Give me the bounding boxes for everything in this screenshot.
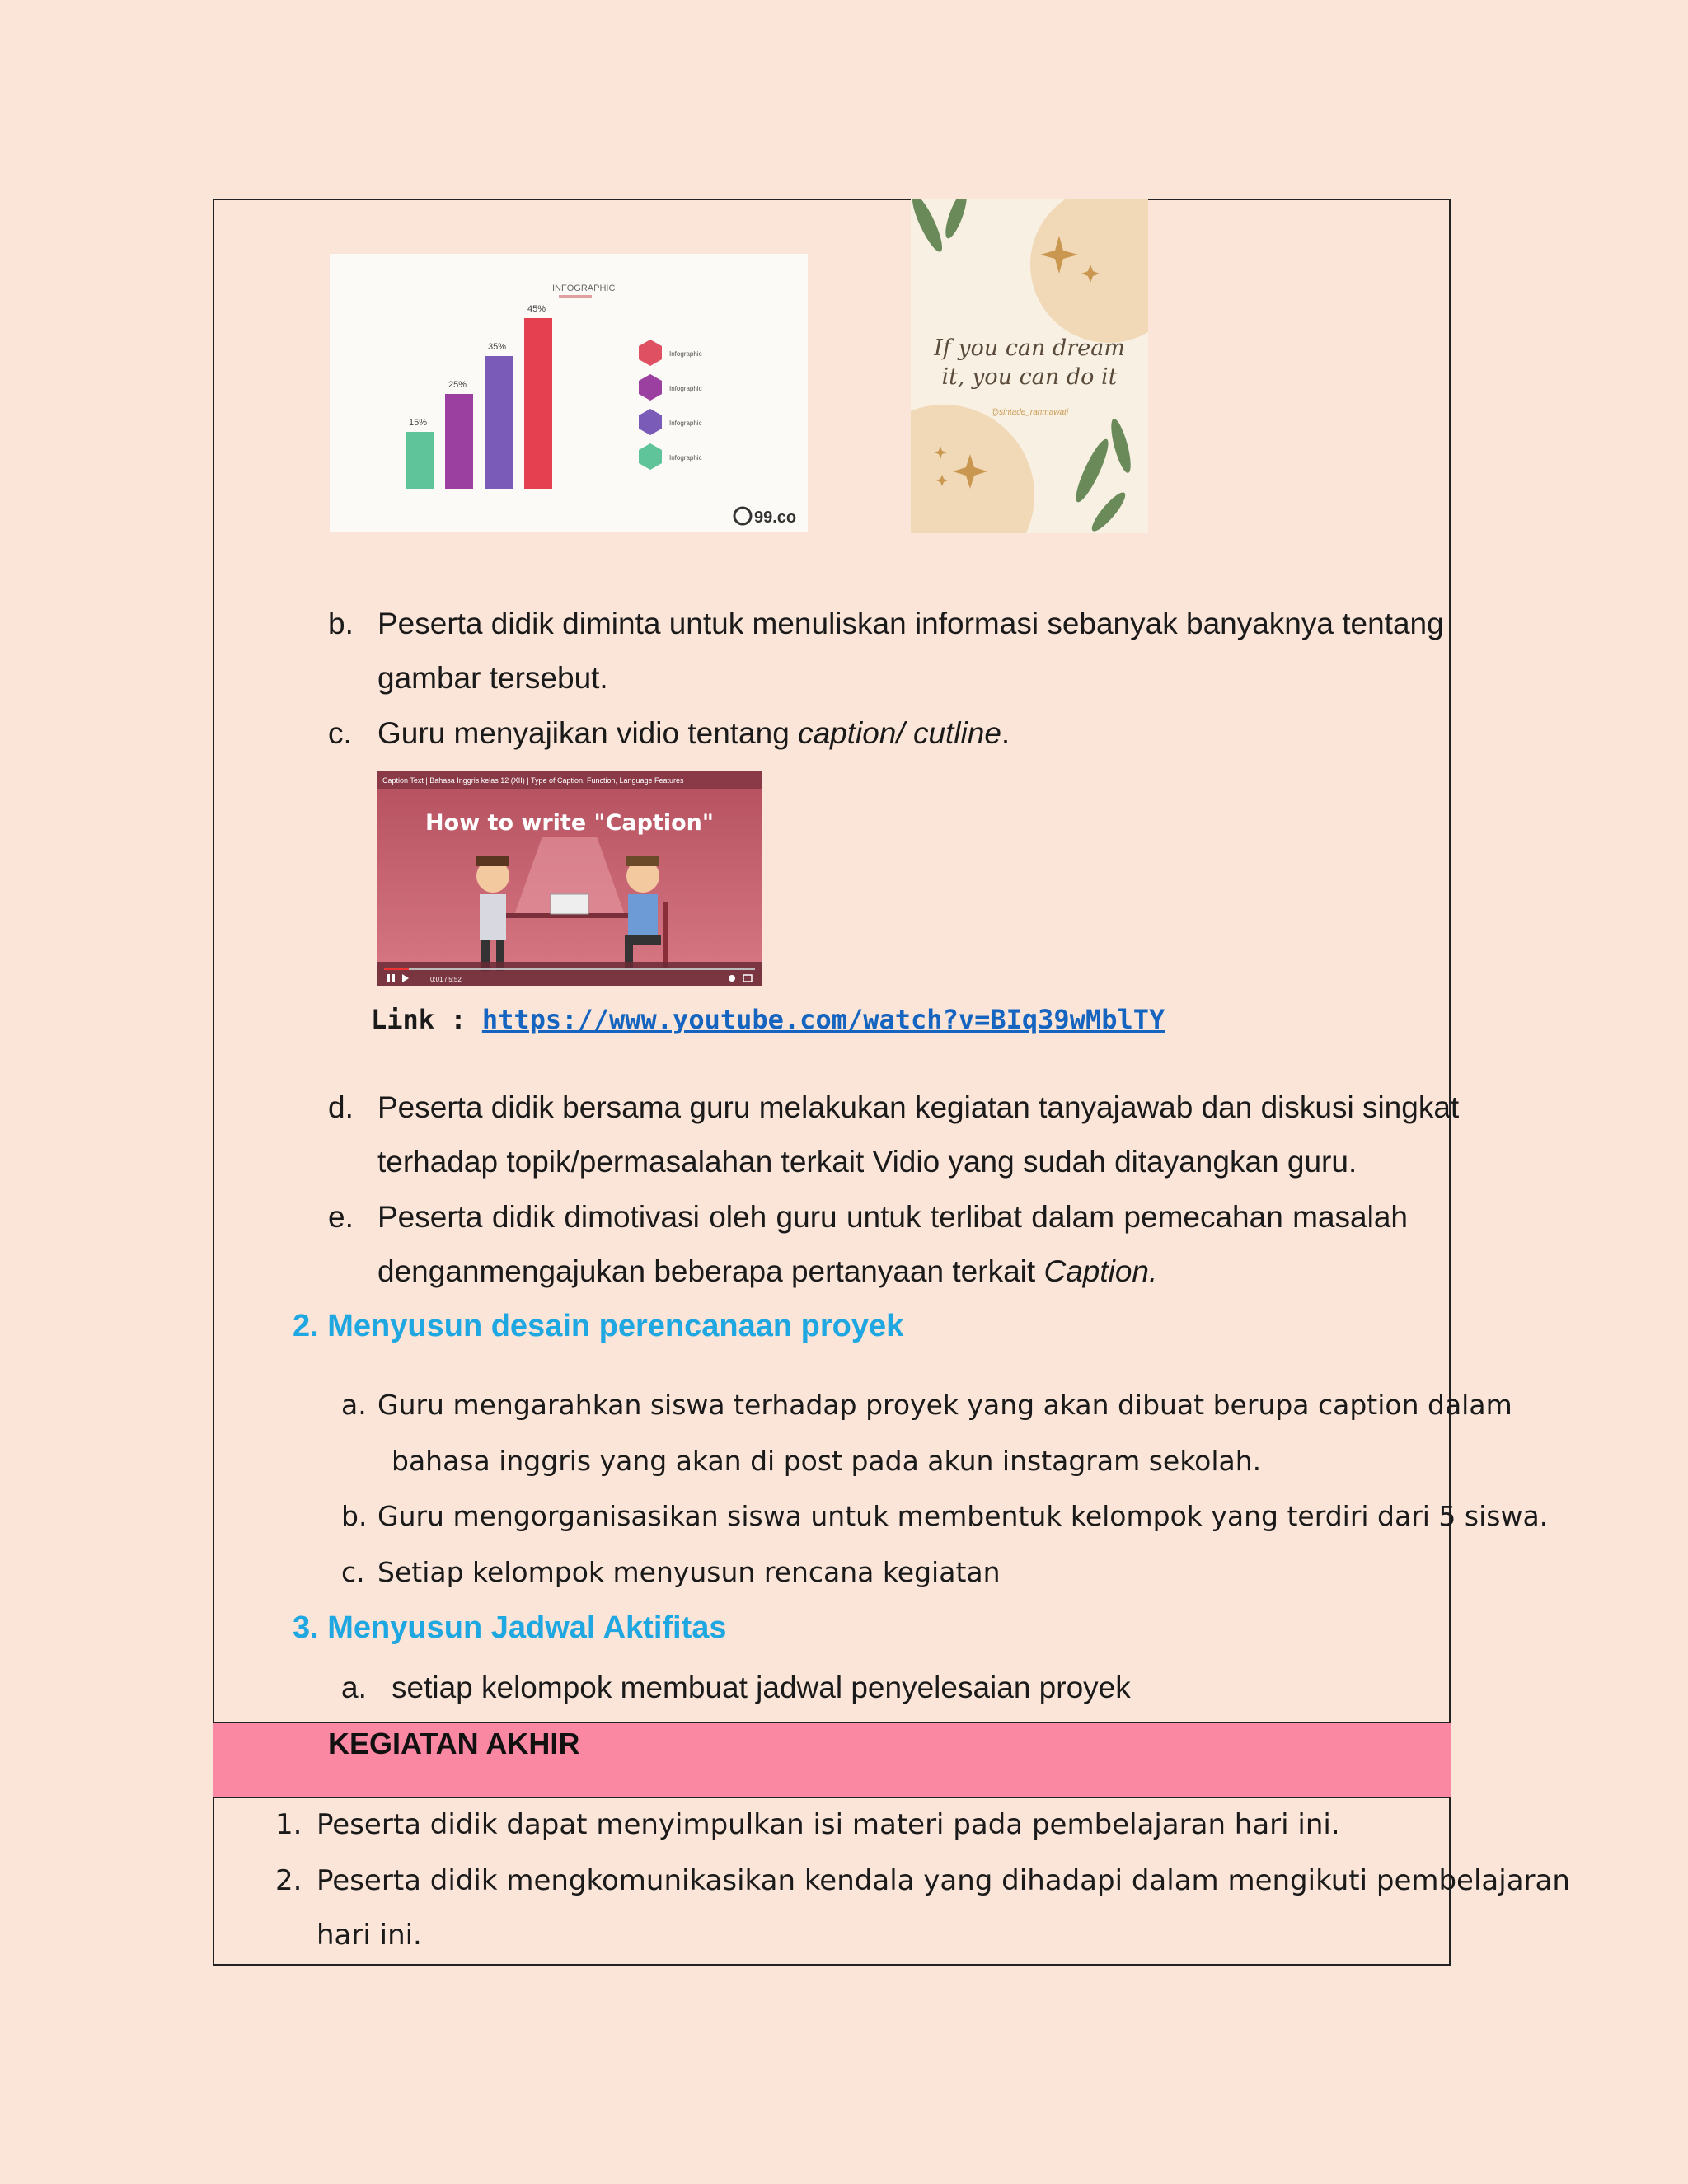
s2-item-c-marker: c. — [341, 1556, 365, 1588]
kegiatan-akhir-header — [213, 1722, 1451, 1798]
infographic-title: INFOGRAPHIC — [552, 284, 616, 293]
infographic-bar-label: 45% — [528, 304, 546, 314]
item-e-line2 — [377, 1244, 1157, 1299]
infographic-bar — [406, 432, 434, 489]
item-e-line1: Peserta didik dimotivasi oleh guru untuk terlibat dalam pemecahan masalah — [377, 1200, 1408, 1234]
item-c-marker: c. — [328, 716, 352, 750]
legend-label: Infographic — [669, 454, 702, 462]
item-e-italic: Caption. — [1043, 1254, 1158, 1288]
legend-label: Infographic — [669, 385, 702, 392]
s2-item-a-line1: Guru mengarahkan siswa terhadap proyek yang akan dibuat berupa caption dalam — [377, 1389, 1512, 1421]
s3-item-a-text: setiap kelompok membuat jadwal penyelesaian proyek — [392, 1671, 1131, 1704]
infographic-image — [330, 254, 808, 532]
infographic-bar — [524, 318, 552, 489]
item-c-lead: Guru menyajikan vidio tentang — [377, 716, 799, 750]
legend-label: Infographic — [669, 419, 702, 427]
item-d-marker: d. — [328, 1090, 354, 1124]
item-e-marker: e. — [328, 1200, 354, 1234]
s2-item-c-line1: Setiap kelompok menyusun rencana kegiatan — [377, 1556, 1001, 1588]
item-d-line2: terhadap topik/permasalahan terkait Vidio yang sudah ditayangkan guru. — [377, 1145, 1357, 1179]
item-c-italic: caption/ cutline — [798, 716, 1001, 750]
item-b-marker: b. — [328, 607, 354, 640]
section-2-heading: 2. Menyusun desain perencanaan proyek — [293, 1309, 904, 1343]
infographic-legend — [639, 340, 702, 470]
quote-line-1: If you can dream — [934, 335, 1125, 361]
akhir-item-1-marker: 1. — [275, 1808, 302, 1841]
akhir-item-2-line2: hari ini. — [316, 1919, 422, 1952]
pin-icon — [734, 508, 751, 524]
video-title: How to write "Caption" — [425, 810, 714, 836]
video-svg — [377, 771, 762, 986]
infographic-logo: 99.co — [754, 509, 797, 527]
s2-item-b-marker: b. — [341, 1500, 368, 1532]
s2-item-b-line1: Guru mengorganisasikan siswa untuk membentuk kelompok yang terdiri dari 5 siswa. — [377, 1500, 1549, 1532]
link-label: Link : — [371, 1004, 482, 1035]
infographic-bar-label: 25% — [448, 380, 467, 390]
s2-item-a-marker: a. — [341, 1389, 367, 1421]
legend-label: Infographic — [669, 350, 702, 358]
item-c-text — [377, 706, 1010, 761]
video-thumbnail[interactable] — [377, 771, 762, 986]
quote-card-image — [911, 199, 1148, 533]
video-topbar: Caption Text | Bahasa Inggris kelas 12 (XII) | Type of Caption, Function, Language Features — [382, 776, 684, 785]
item-b-line2: gambar tersebut. — [377, 661, 608, 695]
item-e-lead: denganmengajukan beberapa pertanyaan terkait — [377, 1254, 1044, 1288]
settings-icon[interactable] — [729, 975, 735, 982]
quote-line-2: it, you can do it — [941, 364, 1118, 390]
item-d-line1: Peserta didik bersama guru melakukan kegiatan tanyajawab dan diskusi singkat — [377, 1090, 1460, 1124]
akhir-item-2-line1: Peserta didik mengkomunikasikan kendala yang dihadapi dalam mengikuti pembelajaran — [316, 1864, 1570, 1897]
item-c-tail: . — [1001, 716, 1010, 750]
infographic-svg — [330, 254, 808, 532]
video-link[interactable]: https://www.youtube.com/watch?v=BIq39wMblTY — [481, 1004, 1165, 1035]
quote-handle: @sintade_rahmawati — [990, 408, 1069, 417]
video-time: 0:01 / 5:52 — [430, 976, 462, 983]
section-3-heading: 3. Menyusun Jadwal Aktifitas — [293, 1610, 727, 1645]
kegiatan-akhir-title: KEGIATAN AKHIR — [328, 1727, 580, 1760]
s2-item-a-line2: bahasa inggris yang akan di post pada akun instagram sekolah. — [392, 1445, 1262, 1477]
infographic-bar — [485, 356, 513, 489]
video-link-line — [371, 1004, 1165, 1035]
infographic-bar-label: 35% — [488, 342, 507, 352]
quote-card-svg — [911, 199, 1148, 533]
akhir-item-2-marker: 2. — [275, 1864, 302, 1897]
item-b-line1: Peserta didik diminta untuk menuliskan informasi sebanyak banyaknya tentang — [377, 607, 1444, 640]
infographic-bar — [445, 394, 473, 489]
akhir-item-1-line1: Peserta didik dapat menyimpulkan isi materi pada pembelajaran hari ini. — [316, 1808, 1340, 1841]
s3-item-a-marker: a. — [341, 1671, 367, 1704]
infographic-bar-label: 15% — [409, 418, 428, 428]
